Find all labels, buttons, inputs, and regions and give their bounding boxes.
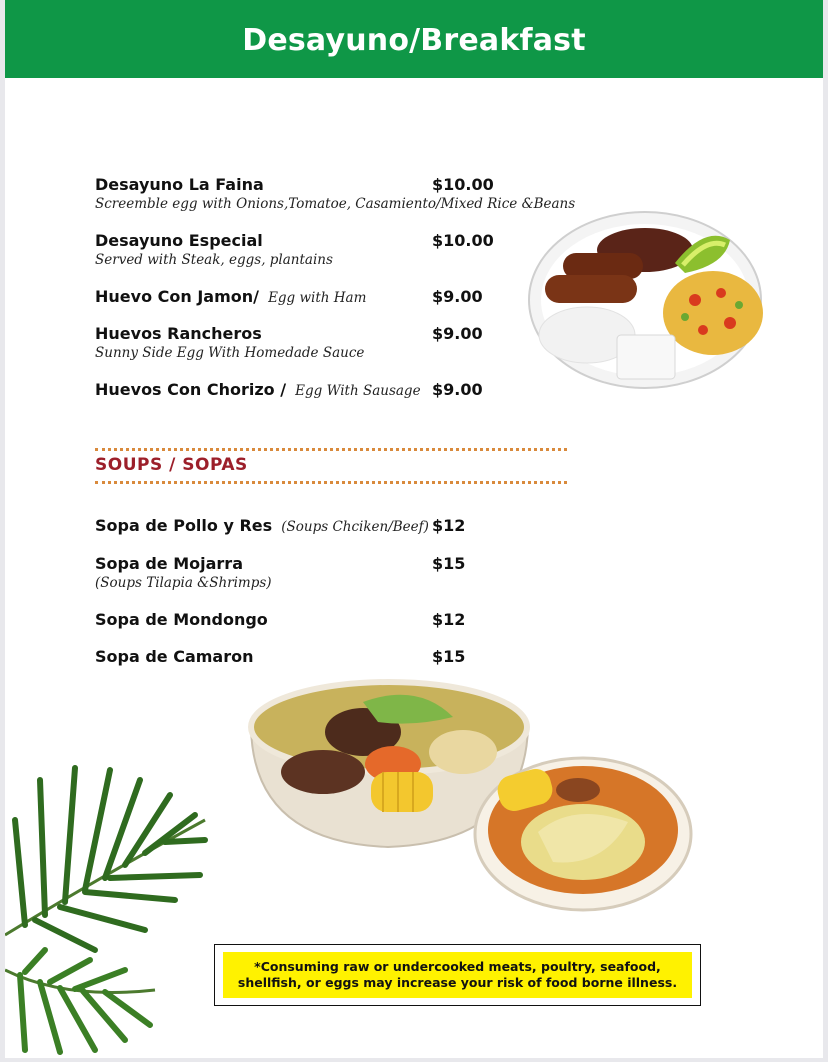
- item-name: Huevo Con Jamon/: [95, 287, 259, 306]
- menu-item: [95, 516, 515, 536]
- item-name: Desayuno Especial: [95, 231, 263, 250]
- item-inline-description: Egg With Sausage: [295, 383, 421, 399]
- header-bar: [5, 0, 823, 78]
- notice-line-2: shellfish, or eggs may increase your risk of food borne illness.: [237, 975, 678, 990]
- soup-bowls-image: [243, 672, 693, 917]
- item-price: $12: [432, 516, 466, 535]
- menu-item: [95, 231, 515, 268]
- item-price: $15: [432, 647, 466, 666]
- item-price: $10.00: [432, 231, 494, 250]
- item-name: Sopa de Mojarra: [95, 554, 243, 573]
- item-inline-description: Egg with Ham: [268, 290, 367, 306]
- menu-item: [95, 554, 515, 591]
- breakfast-plate-image: [525, 205, 765, 395]
- item-description: Served with Steak, eggs, plantains: [95, 252, 333, 268]
- item-name: Sopa de Camaron: [95, 647, 254, 666]
- menu-item: [95, 380, 515, 400]
- item-name: Huevos Rancheros: [95, 324, 262, 343]
- health-notice: [214, 944, 701, 1006]
- item-name: Sopa de Pollo y Res: [95, 516, 273, 535]
- palm-leaf-image: [5, 760, 210, 1058]
- item-price: $15: [432, 554, 466, 573]
- health-notice-text: [223, 952, 692, 998]
- item-name: Sopa de Mondongo: [95, 610, 268, 629]
- section-title: SOUPS / SOPAS: [95, 455, 248, 475]
- menu-item: [95, 175, 576, 212]
- menu-item: [95, 287, 515, 307]
- item-description: Sunny Side Egg With Homedade Sauce: [95, 345, 365, 361]
- menu-page: [5, 0, 823, 1058]
- item-price: $9.00: [432, 380, 483, 399]
- item-description: Screemble egg with Onions,Tomatoe, Casamiento/Mixed Rice &Beans: [95, 196, 576, 212]
- menu-item: [95, 610, 515, 630]
- section-divider-top: [95, 448, 567, 451]
- item-price: $9.00: [432, 324, 483, 343]
- item-name: Desayuno La Faina: [95, 175, 264, 194]
- item-price: $9.00: [432, 287, 483, 306]
- page-title: Desayuno/Breakfast: [242, 22, 586, 58]
- section-divider-bottom: [95, 481, 567, 484]
- item-inline-description: (Soups Chciken/Beef): [281, 519, 429, 535]
- menu-item: [95, 647, 515, 667]
- item-price: $12: [432, 610, 466, 629]
- item-description: (Soups Tilapia &Shrimps): [95, 575, 272, 591]
- notice-line-1: *Consuming raw or undercooked meats, poultry, seafood,: [254, 959, 661, 974]
- menu-item: [95, 324, 515, 361]
- item-name: Huevos Con Chorizo /: [95, 380, 287, 399]
- item-price: $10.00: [432, 175, 494, 194]
